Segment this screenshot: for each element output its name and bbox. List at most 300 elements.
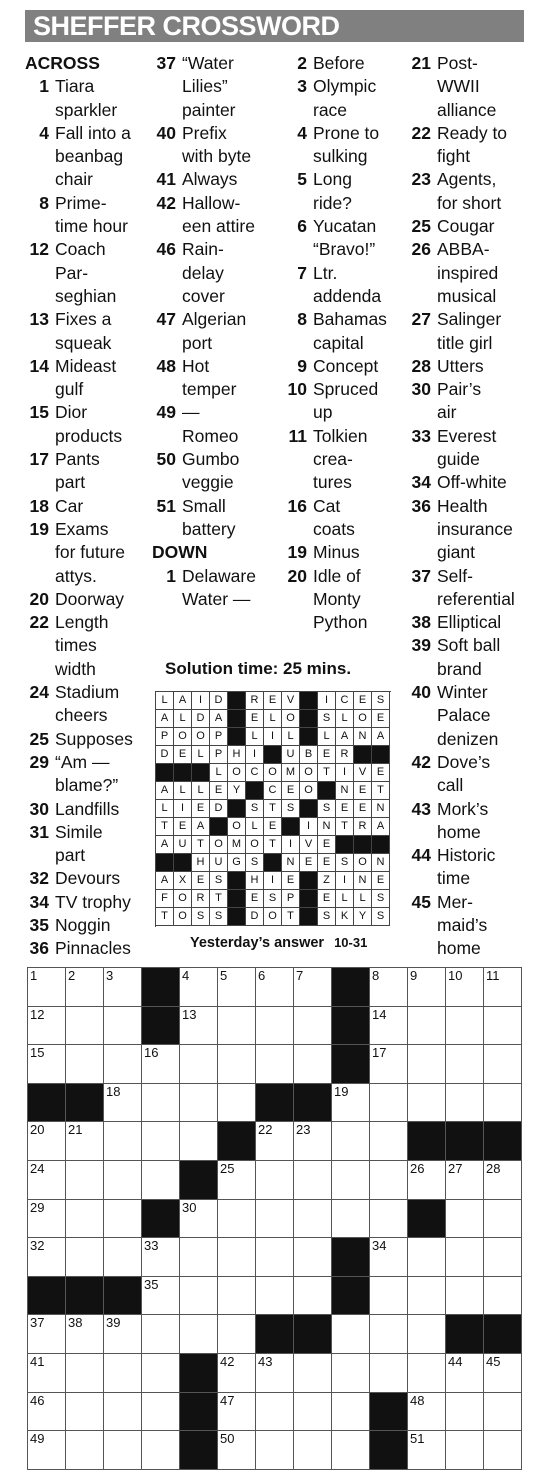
across-clue-8[interactable] bbox=[25, 192, 153, 239]
clue-number: 38 bbox=[411, 612, 431, 633]
grid-cell[interactable] bbox=[104, 1354, 142, 1393]
down-clue-40[interactable] bbox=[407, 681, 532, 751]
down-clue-36[interactable] bbox=[407, 495, 532, 565]
down-clue-23[interactable] bbox=[407, 168, 532, 215]
grid-cell[interactable] bbox=[104, 1161, 142, 1200]
answer-cell: A bbox=[156, 782, 174, 800]
grid-cell[interactable] bbox=[28, 1238, 66, 1277]
answer-cell: E bbox=[318, 854, 336, 872]
grid-cell[interactable] bbox=[256, 1007, 294, 1046]
grid-cell[interactable] bbox=[28, 968, 66, 1007]
across-clue-12[interactable] bbox=[25, 238, 153, 308]
grid-cell[interactable] bbox=[256, 1122, 294, 1161]
across-clue-25[interactable] bbox=[25, 728, 153, 751]
down-clue-42[interactable] bbox=[407, 751, 532, 798]
answer-cell: T bbox=[156, 818, 174, 836]
cell-number: 32 bbox=[30, 1238, 45, 1254]
down-clue-20[interactable] bbox=[283, 565, 407, 635]
down-header: DOWN bbox=[152, 542, 208, 563]
grid-cell[interactable] bbox=[446, 1084, 484, 1123]
clue-text-line: Rain- bbox=[182, 239, 224, 260]
grid-cell[interactable] bbox=[408, 1045, 446, 1084]
grid-cell[interactable] bbox=[332, 1200, 370, 1239]
grid-cell[interactable] bbox=[370, 1084, 408, 1123]
grid-cell[interactable] bbox=[484, 1238, 522, 1277]
grid-cell[interactable] bbox=[332, 1393, 370, 1432]
across-clue-14[interactable] bbox=[25, 355, 153, 402]
clue-number: 33 bbox=[411, 425, 431, 446]
grid-cell[interactable] bbox=[218, 1238, 256, 1277]
grid-cell[interactable] bbox=[484, 968, 522, 1007]
grid-cell[interactable] bbox=[370, 1007, 408, 1046]
grid-cell[interactable] bbox=[218, 1161, 256, 1200]
grid-cell[interactable] bbox=[28, 1200, 66, 1239]
down-clue-43[interactable] bbox=[407, 798, 532, 845]
across-clue-1[interactable] bbox=[25, 75, 153, 122]
grid-cell[interactable] bbox=[66, 1122, 104, 1161]
grid-cell[interactable] bbox=[484, 1393, 522, 1432]
clue-number: 20 bbox=[29, 588, 49, 609]
down-clue-37[interactable] bbox=[407, 565, 532, 612]
down-clue-7[interactable] bbox=[283, 262, 407, 309]
grid-cell[interactable] bbox=[142, 1431, 180, 1470]
grid-cell[interactable] bbox=[294, 1431, 332, 1470]
grid-cell[interactable] bbox=[332, 1122, 370, 1161]
grid-cell[interactable] bbox=[370, 1122, 408, 1161]
answer-cell: O bbox=[282, 710, 300, 728]
grid-cell[interactable] bbox=[370, 1161, 408, 1200]
down-clue-34[interactable] bbox=[407, 471, 532, 494]
answer-cell: A bbox=[372, 818, 390, 836]
clue-text-line: Car bbox=[55, 495, 84, 516]
down-clue-8[interactable] bbox=[283, 308, 407, 355]
grid-cell[interactable] bbox=[142, 1045, 180, 1084]
grid-cell[interactable] bbox=[256, 1354, 294, 1393]
grid-cell[interactable] bbox=[218, 1393, 256, 1432]
down-clue-33[interactable] bbox=[407, 425, 532, 472]
clue-text-line: Ready to bbox=[437, 122, 508, 143]
across-clue-13[interactable] bbox=[25, 308, 153, 355]
clue-number: 22 bbox=[29, 612, 49, 633]
answer-cell bbox=[300, 890, 318, 908]
grid-cell[interactable] bbox=[66, 1315, 104, 1354]
answer-cell bbox=[264, 746, 282, 764]
grid-cell[interactable] bbox=[446, 1393, 484, 1432]
across-clue-20[interactable] bbox=[25, 588, 153, 611]
answer-cell: U bbox=[174, 836, 192, 854]
across-clue-19[interactable] bbox=[25, 518, 153, 588]
across-clue-48[interactable] bbox=[152, 355, 286, 402]
grid-cell[interactable] bbox=[294, 1277, 332, 1316]
across-clue-17[interactable] bbox=[25, 448, 153, 495]
grid-cell[interactable] bbox=[218, 1315, 256, 1354]
clue-number: 46 bbox=[156, 239, 176, 260]
down-clue-22[interactable] bbox=[407, 122, 532, 169]
cell-number: 6 bbox=[258, 968, 266, 983]
grid-cell[interactable] bbox=[408, 1277, 446, 1316]
grid-cell[interactable] bbox=[408, 1161, 446, 1200]
grid-cell[interactable] bbox=[294, 1354, 332, 1393]
clue-text-line: een attire bbox=[182, 216, 255, 237]
across-clue-35[interactable] bbox=[25, 914, 153, 937]
grid-cell[interactable] bbox=[66, 1393, 104, 1432]
across-clue-24[interactable] bbox=[25, 681, 153, 728]
grid-cell[interactable] bbox=[66, 1354, 104, 1393]
grid-cell[interactable] bbox=[28, 1354, 66, 1393]
grid-cell[interactable] bbox=[256, 1200, 294, 1239]
grid-cell[interactable] bbox=[218, 1084, 256, 1123]
grid-cell[interactable] bbox=[370, 968, 408, 1007]
grid-cell[interactable] bbox=[180, 1045, 218, 1084]
answer-cell: O bbox=[192, 728, 210, 746]
grid-cell[interactable] bbox=[408, 1354, 446, 1393]
grid-cell[interactable] bbox=[446, 1354, 484, 1393]
grid-cell[interactable] bbox=[28, 1045, 66, 1084]
down-clue-2[interactable] bbox=[283, 52, 407, 75]
answer-cell bbox=[156, 854, 174, 872]
title-banner bbox=[25, 10, 524, 42]
black-square bbox=[446, 1315, 484, 1354]
across-clue-4[interactable] bbox=[25, 122, 153, 192]
grid-cell[interactable] bbox=[66, 1200, 104, 1239]
grid-cell[interactable] bbox=[446, 1431, 484, 1470]
clue-number: 26 bbox=[411, 239, 431, 260]
answer-cell: E bbox=[264, 692, 282, 710]
down-clue-21[interactable] bbox=[407, 52, 532, 122]
answer-cell: S bbox=[318, 800, 336, 818]
grid-cell[interactable] bbox=[484, 1045, 522, 1084]
across-clue-37[interactable] bbox=[152, 52, 286, 122]
down-clue-26[interactable] bbox=[407, 238, 532, 308]
grid-cell[interactable] bbox=[370, 1045, 408, 1084]
clue-text-line: fight bbox=[437, 146, 471, 167]
grid-cell[interactable] bbox=[218, 1007, 256, 1046]
across-clue-41[interactable] bbox=[152, 168, 286, 191]
clue-text-line: Exams bbox=[55, 518, 109, 539]
cell-number: 33 bbox=[144, 1238, 159, 1254]
black-square bbox=[142, 1200, 180, 1239]
answer-cell bbox=[300, 872, 318, 890]
black-square bbox=[332, 1045, 370, 1084]
down-clue-30[interactable] bbox=[407, 378, 532, 425]
answer-cell: E bbox=[354, 692, 372, 710]
clue-text-line: Fall into a bbox=[55, 122, 131, 143]
cell-number: 27 bbox=[448, 1161, 463, 1176]
across-clue-29[interactable] bbox=[25, 751, 153, 798]
answer-cell: S bbox=[246, 854, 264, 872]
grid-cell[interactable] bbox=[180, 1007, 218, 1046]
grid-cell[interactable] bbox=[256, 1431, 294, 1470]
grid-cell[interactable] bbox=[104, 1315, 142, 1354]
clue-text-line: Prone to bbox=[313, 122, 380, 143]
cell-number: 20 bbox=[30, 1122, 45, 1138]
grid-cell[interactable] bbox=[142, 1161, 180, 1200]
clue-text-line: Elliptical bbox=[437, 612, 502, 633]
grid-cell[interactable] bbox=[142, 1238, 180, 1277]
grid-cell[interactable] bbox=[66, 1161, 104, 1200]
grid-cell[interactable] bbox=[218, 968, 256, 1007]
black-square bbox=[28, 1277, 66, 1316]
grid-cell[interactable] bbox=[370, 1200, 408, 1239]
across-clue-46[interactable] bbox=[152, 238, 286, 308]
grid-cell[interactable] bbox=[408, 1238, 446, 1277]
grid-cell[interactable] bbox=[104, 1393, 142, 1432]
answer-cell: E bbox=[192, 800, 210, 818]
clue-text-line: temper bbox=[182, 379, 237, 400]
grid-cell[interactable] bbox=[66, 1007, 104, 1046]
grid-cell[interactable] bbox=[446, 1277, 484, 1316]
grid-cell[interactable] bbox=[484, 1084, 522, 1123]
grid-cell[interactable] bbox=[142, 1315, 180, 1354]
grid-cell[interactable] bbox=[104, 1431, 142, 1470]
across-clue-22[interactable] bbox=[25, 611, 153, 681]
across-clue-49[interactable] bbox=[152, 401, 286, 448]
down-clue-25[interactable] bbox=[407, 215, 532, 238]
clue-text-line: battery bbox=[182, 518, 236, 539]
grid-cell[interactable] bbox=[104, 968, 142, 1007]
grid-cell[interactable] bbox=[218, 1200, 256, 1239]
grid-cell[interactable] bbox=[446, 1007, 484, 1046]
across-clue-47[interactable] bbox=[152, 308, 286, 355]
grid-cell[interactable] bbox=[104, 1200, 142, 1239]
clue-text-line: giant bbox=[437, 542, 475, 563]
grid-cell[interactable] bbox=[256, 1238, 294, 1277]
grid-cell[interactable] bbox=[28, 1315, 66, 1354]
answer-cell: I bbox=[192, 692, 210, 710]
across-clue-15[interactable] bbox=[25, 401, 153, 448]
grid-cell[interactable] bbox=[332, 1431, 370, 1470]
grid-cell[interactable] bbox=[446, 1161, 484, 1200]
grid-cell[interactable] bbox=[28, 1122, 66, 1161]
down-clue-9[interactable] bbox=[283, 355, 407, 378]
cell-number: 29 bbox=[30, 1199, 45, 1215]
grid-cell[interactable] bbox=[104, 1122, 142, 1161]
grid-cell[interactable] bbox=[294, 1161, 332, 1200]
grid-cell[interactable] bbox=[256, 1045, 294, 1084]
grid-cell[interactable] bbox=[446, 1238, 484, 1277]
grid-cell[interactable] bbox=[66, 1045, 104, 1084]
answer-cell: O bbox=[210, 836, 228, 854]
clue-number: 28 bbox=[411, 355, 431, 376]
grid-cell[interactable] bbox=[446, 968, 484, 1007]
grid-cell[interactable] bbox=[370, 1238, 408, 1277]
grid-cell[interactable] bbox=[370, 1315, 408, 1354]
grid-cell[interactable] bbox=[332, 1315, 370, 1354]
grid-cell[interactable] bbox=[256, 968, 294, 1007]
black-square bbox=[66, 1277, 104, 1316]
grid-cell[interactable] bbox=[104, 1084, 142, 1123]
clue-text-line: tures bbox=[313, 472, 352, 493]
grid-cell[interactable] bbox=[446, 1045, 484, 1084]
clue-text-line: chair bbox=[55, 169, 93, 190]
grid-cell[interactable] bbox=[218, 1431, 256, 1470]
down-clue-1[interactable] bbox=[152, 565, 286, 612]
grid-cell[interactable] bbox=[256, 1161, 294, 1200]
clue-text-line: capital bbox=[313, 332, 364, 353]
answer-cell: L bbox=[318, 728, 336, 746]
grid-cell[interactable] bbox=[180, 1084, 218, 1123]
clue-column-2 bbox=[152, 52, 286, 611]
answer-cell: N bbox=[372, 854, 390, 872]
grid-cell[interactable] bbox=[104, 1007, 142, 1046]
grid-cell[interactable] bbox=[484, 1007, 522, 1046]
answer-cell: N bbox=[354, 728, 372, 746]
grid-cell[interactable] bbox=[370, 1354, 408, 1393]
grid-cell[interactable] bbox=[180, 1122, 218, 1161]
grid-cell[interactable] bbox=[66, 968, 104, 1007]
black-square bbox=[180, 1354, 218, 1393]
grid-cell[interactable] bbox=[142, 1084, 180, 1123]
answer-cell: L bbox=[210, 764, 228, 782]
grid-cell[interactable] bbox=[484, 1277, 522, 1316]
answer-cell: O bbox=[228, 764, 246, 782]
down-clue-19[interactable] bbox=[283, 541, 407, 564]
down-clue-45[interactable] bbox=[407, 891, 532, 961]
grid-cell[interactable] bbox=[484, 1431, 522, 1470]
down-clue-3[interactable] bbox=[283, 75, 407, 122]
grid-cell[interactable] bbox=[484, 1200, 522, 1239]
answer-cell: N bbox=[282, 854, 300, 872]
answer-cell bbox=[228, 872, 246, 890]
answer-cell: A bbox=[156, 710, 174, 728]
grid-cell[interactable] bbox=[408, 968, 446, 1007]
grid-cell[interactable] bbox=[180, 1315, 218, 1354]
grid-cell[interactable] bbox=[28, 1161, 66, 1200]
grid-cell[interactable] bbox=[28, 1431, 66, 1470]
grid-cell[interactable] bbox=[332, 1161, 370, 1200]
grid-cell[interactable] bbox=[104, 1045, 142, 1084]
cell-number: 17 bbox=[372, 1045, 387, 1061]
grid-cell[interactable] bbox=[294, 968, 332, 1007]
answer-cell: V bbox=[282, 692, 300, 710]
across-clue-36[interactable] bbox=[25, 937, 153, 960]
grid-cell[interactable] bbox=[142, 1277, 180, 1316]
grid-cell[interactable] bbox=[180, 1200, 218, 1239]
answer-cell: R bbox=[246, 692, 264, 710]
grid-cell[interactable] bbox=[370, 1277, 408, 1316]
down-clue-27[interactable] bbox=[407, 308, 532, 355]
grid-cell[interactable] bbox=[66, 1431, 104, 1470]
clue-text-line: Devours bbox=[55, 868, 121, 889]
grid-cell[interactable] bbox=[408, 1084, 446, 1123]
clue-text-line: gulf bbox=[55, 379, 84, 400]
grid-cell[interactable] bbox=[256, 1393, 294, 1432]
answer-cell: N bbox=[318, 818, 336, 836]
grid-cell[interactable] bbox=[294, 1122, 332, 1161]
grid-cell[interactable] bbox=[142, 1122, 180, 1161]
across-clue-42[interactable] bbox=[152, 192, 286, 239]
grid-cell[interactable] bbox=[180, 968, 218, 1007]
cell-number: 47 bbox=[220, 1392, 235, 1408]
yesterday-date: 10-31 bbox=[334, 935, 368, 950]
answer-cell: S bbox=[318, 710, 336, 728]
answer-cell bbox=[336, 836, 354, 854]
grid-cell[interactable] bbox=[142, 1393, 180, 1432]
grid-cell[interactable] bbox=[28, 1393, 66, 1432]
grid-cell[interactable] bbox=[28, 1007, 66, 1046]
grid-cell[interactable] bbox=[446, 1200, 484, 1239]
grid-cell[interactable] bbox=[218, 1354, 256, 1393]
across-clue-32[interactable] bbox=[25, 867, 153, 890]
grid-cell[interactable] bbox=[180, 1277, 218, 1316]
grid-cell[interactable] bbox=[408, 1393, 446, 1432]
grid-cell[interactable] bbox=[294, 1007, 332, 1046]
grid-cell[interactable] bbox=[66, 1238, 104, 1277]
clue-text-line: Mer- bbox=[437, 891, 473, 912]
down-clue-38[interactable] bbox=[407, 611, 532, 634]
down-clue-28[interactable] bbox=[407, 355, 532, 378]
across-clue-34[interactable] bbox=[25, 891, 153, 914]
answer-cell: N bbox=[372, 800, 390, 818]
answer-cell bbox=[300, 800, 318, 818]
black-square bbox=[256, 1315, 294, 1354]
grid-cell[interactable] bbox=[332, 1084, 370, 1123]
grid-cell[interactable] bbox=[484, 1161, 522, 1200]
grid-cell[interactable] bbox=[294, 1238, 332, 1277]
clue-text-line: Fixes a bbox=[55, 309, 112, 330]
grid-cell[interactable] bbox=[294, 1200, 332, 1239]
crossword-grid[interactable] bbox=[27, 967, 522, 1470]
clue-text-line: Everest bbox=[437, 425, 497, 446]
cell-number: 37 bbox=[30, 1315, 45, 1331]
grid-cell[interactable] bbox=[218, 1277, 256, 1316]
black-square bbox=[66, 1084, 104, 1123]
cell-number: 22 bbox=[258, 1122, 273, 1138]
answer-cell: G bbox=[228, 854, 246, 872]
grid-cell[interactable] bbox=[294, 1045, 332, 1084]
cell-number: 51 bbox=[410, 1431, 425, 1447]
across-clue-30[interactable] bbox=[25, 798, 153, 821]
grid-cell[interactable] bbox=[294, 1393, 332, 1432]
black-square bbox=[370, 1431, 408, 1470]
down-clue-10[interactable] bbox=[283, 378, 407, 425]
cell-number: 3 bbox=[106, 968, 114, 983]
clue-text-line: “Am — bbox=[55, 751, 110, 772]
solution-time: Solution time: 25 mins. bbox=[165, 659, 352, 678]
down-clue-44[interactable] bbox=[407, 844, 532, 891]
grid-cell[interactable] bbox=[218, 1045, 256, 1084]
grid-cell[interactable] bbox=[142, 1354, 180, 1393]
grid-cell[interactable] bbox=[332, 1354, 370, 1393]
clue-text-line: ABBA- bbox=[437, 239, 490, 260]
cell-number: 45 bbox=[486, 1354, 501, 1369]
down-clue-39[interactable] bbox=[407, 634, 532, 681]
grid-cell[interactable] bbox=[484, 1354, 522, 1393]
cell-number: 46 bbox=[30, 1392, 45, 1408]
down-clue-4[interactable] bbox=[283, 122, 407, 169]
across-clue-40[interactable] bbox=[152, 122, 286, 169]
grid-cell[interactable] bbox=[256, 1277, 294, 1316]
grid-cell[interactable] bbox=[408, 1007, 446, 1046]
grid-cell[interactable] bbox=[104, 1238, 142, 1277]
answer-cell bbox=[246, 782, 264, 800]
down-clue-6[interactable] bbox=[283, 215, 407, 262]
grid-cell[interactable] bbox=[408, 1431, 446, 1470]
grid-cell[interactable] bbox=[180, 1238, 218, 1277]
across-clue-50[interactable] bbox=[152, 448, 286, 495]
down-clue-11[interactable] bbox=[283, 425, 407, 495]
across-clue-31[interactable] bbox=[25, 821, 153, 868]
grid-cell[interactable] bbox=[408, 1315, 446, 1354]
cell-number: 50 bbox=[220, 1431, 235, 1447]
across-clue-18[interactable] bbox=[25, 495, 153, 518]
clue-text-line: “Water bbox=[182, 53, 234, 73]
black-square bbox=[332, 968, 370, 1007]
down-clue-16[interactable] bbox=[283, 495, 407, 542]
clue-number: 16 bbox=[287, 495, 307, 516]
down-clue-5[interactable] bbox=[283, 168, 407, 215]
across-clue-51[interactable] bbox=[152, 495, 286, 542]
